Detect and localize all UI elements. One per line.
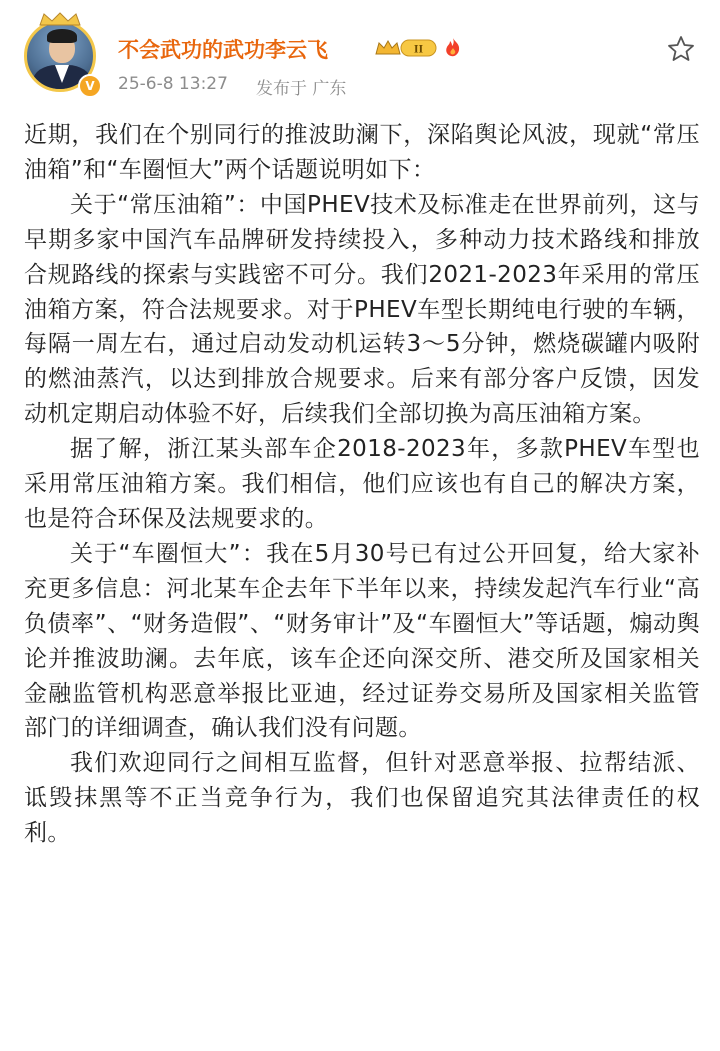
avatar-frame-crown-icon — [38, 12, 82, 26]
content-paragraph: 据了解，浙江某头部车企2018-2023年，多款PHEV车型也采用常压油箱方案。我们相信，他们应该也有自己的解决方案，也是符合环保及法规要求的。 — [24, 436, 700, 532]
post-header — [0, 0, 720, 112]
content-paragraph: 关于“车圈恒大”：我在5月30号已有过公开回复，给大家补充更多信息：河北某车企去年下半年以来，持续发起汽车行业“高负债率”、“财务造假”、“财务审计”及“车圈恒大”等话题，煽动舆论并推波助澜。去年底，该车企还向深交所、港交所及国家相关金融监管机构恶意举报比亚迪，经过证券交易所及国家相关监管部门的详细调查，确认我们没有问题。 — [24, 540, 700, 742]
post-time: 25-6-8 13:27 — [118, 74, 228, 94]
avatar-hair — [47, 29, 77, 43]
post-location: 发布于 广东 — [256, 79, 347, 99]
star-icon[interactable] — [666, 34, 696, 64]
author-name[interactable]: 不会武功的武功李云飞 — [118, 38, 328, 62]
verified-badge-icon: V — [78, 74, 102, 98]
content-paragraph: 我们欢迎同行之间相互监督，但针对恶意举报、拉帮结派、诋毁抹黑等不正当竞争行为，我们也保留追究其法律责任的权利。 — [24, 750, 700, 847]
level-text: II — [413, 41, 424, 56]
avatar[interactable] — [20, 14, 104, 98]
content-paragraph: 关于“常压油箱”：中国PHEV技术及标准走在世界前列，这与早期多家中国汽车品牌研发持续投入，多种动力技术路线和排放合规路线的探索与实践密不可分。我们2021-2023年采用的常压油箱方案，符合法规要求。对于PHEV车型长期纯电行驶的车辆，每隔一周左右，通过启动发动机运转3～5分钟，燃烧碳罐内吸附的燃油蒸汽，以达到排放合规要求。后来有部分客户反馈，因发动机定期启动体验不好，后续我们全部切换为高压油箱方案。 — [24, 191, 700, 428]
level-crown-icon[interactable] — [374, 38, 438, 58]
post-content — [24, 118, 700, 851]
content-paragraph: 近期，我们在个别同行的推波助澜下，深陷舆论风波，现就“常压油箱”和“车圈恒大”两个话题说明如下： — [24, 122, 700, 183]
fire-icon — [442, 36, 464, 58]
